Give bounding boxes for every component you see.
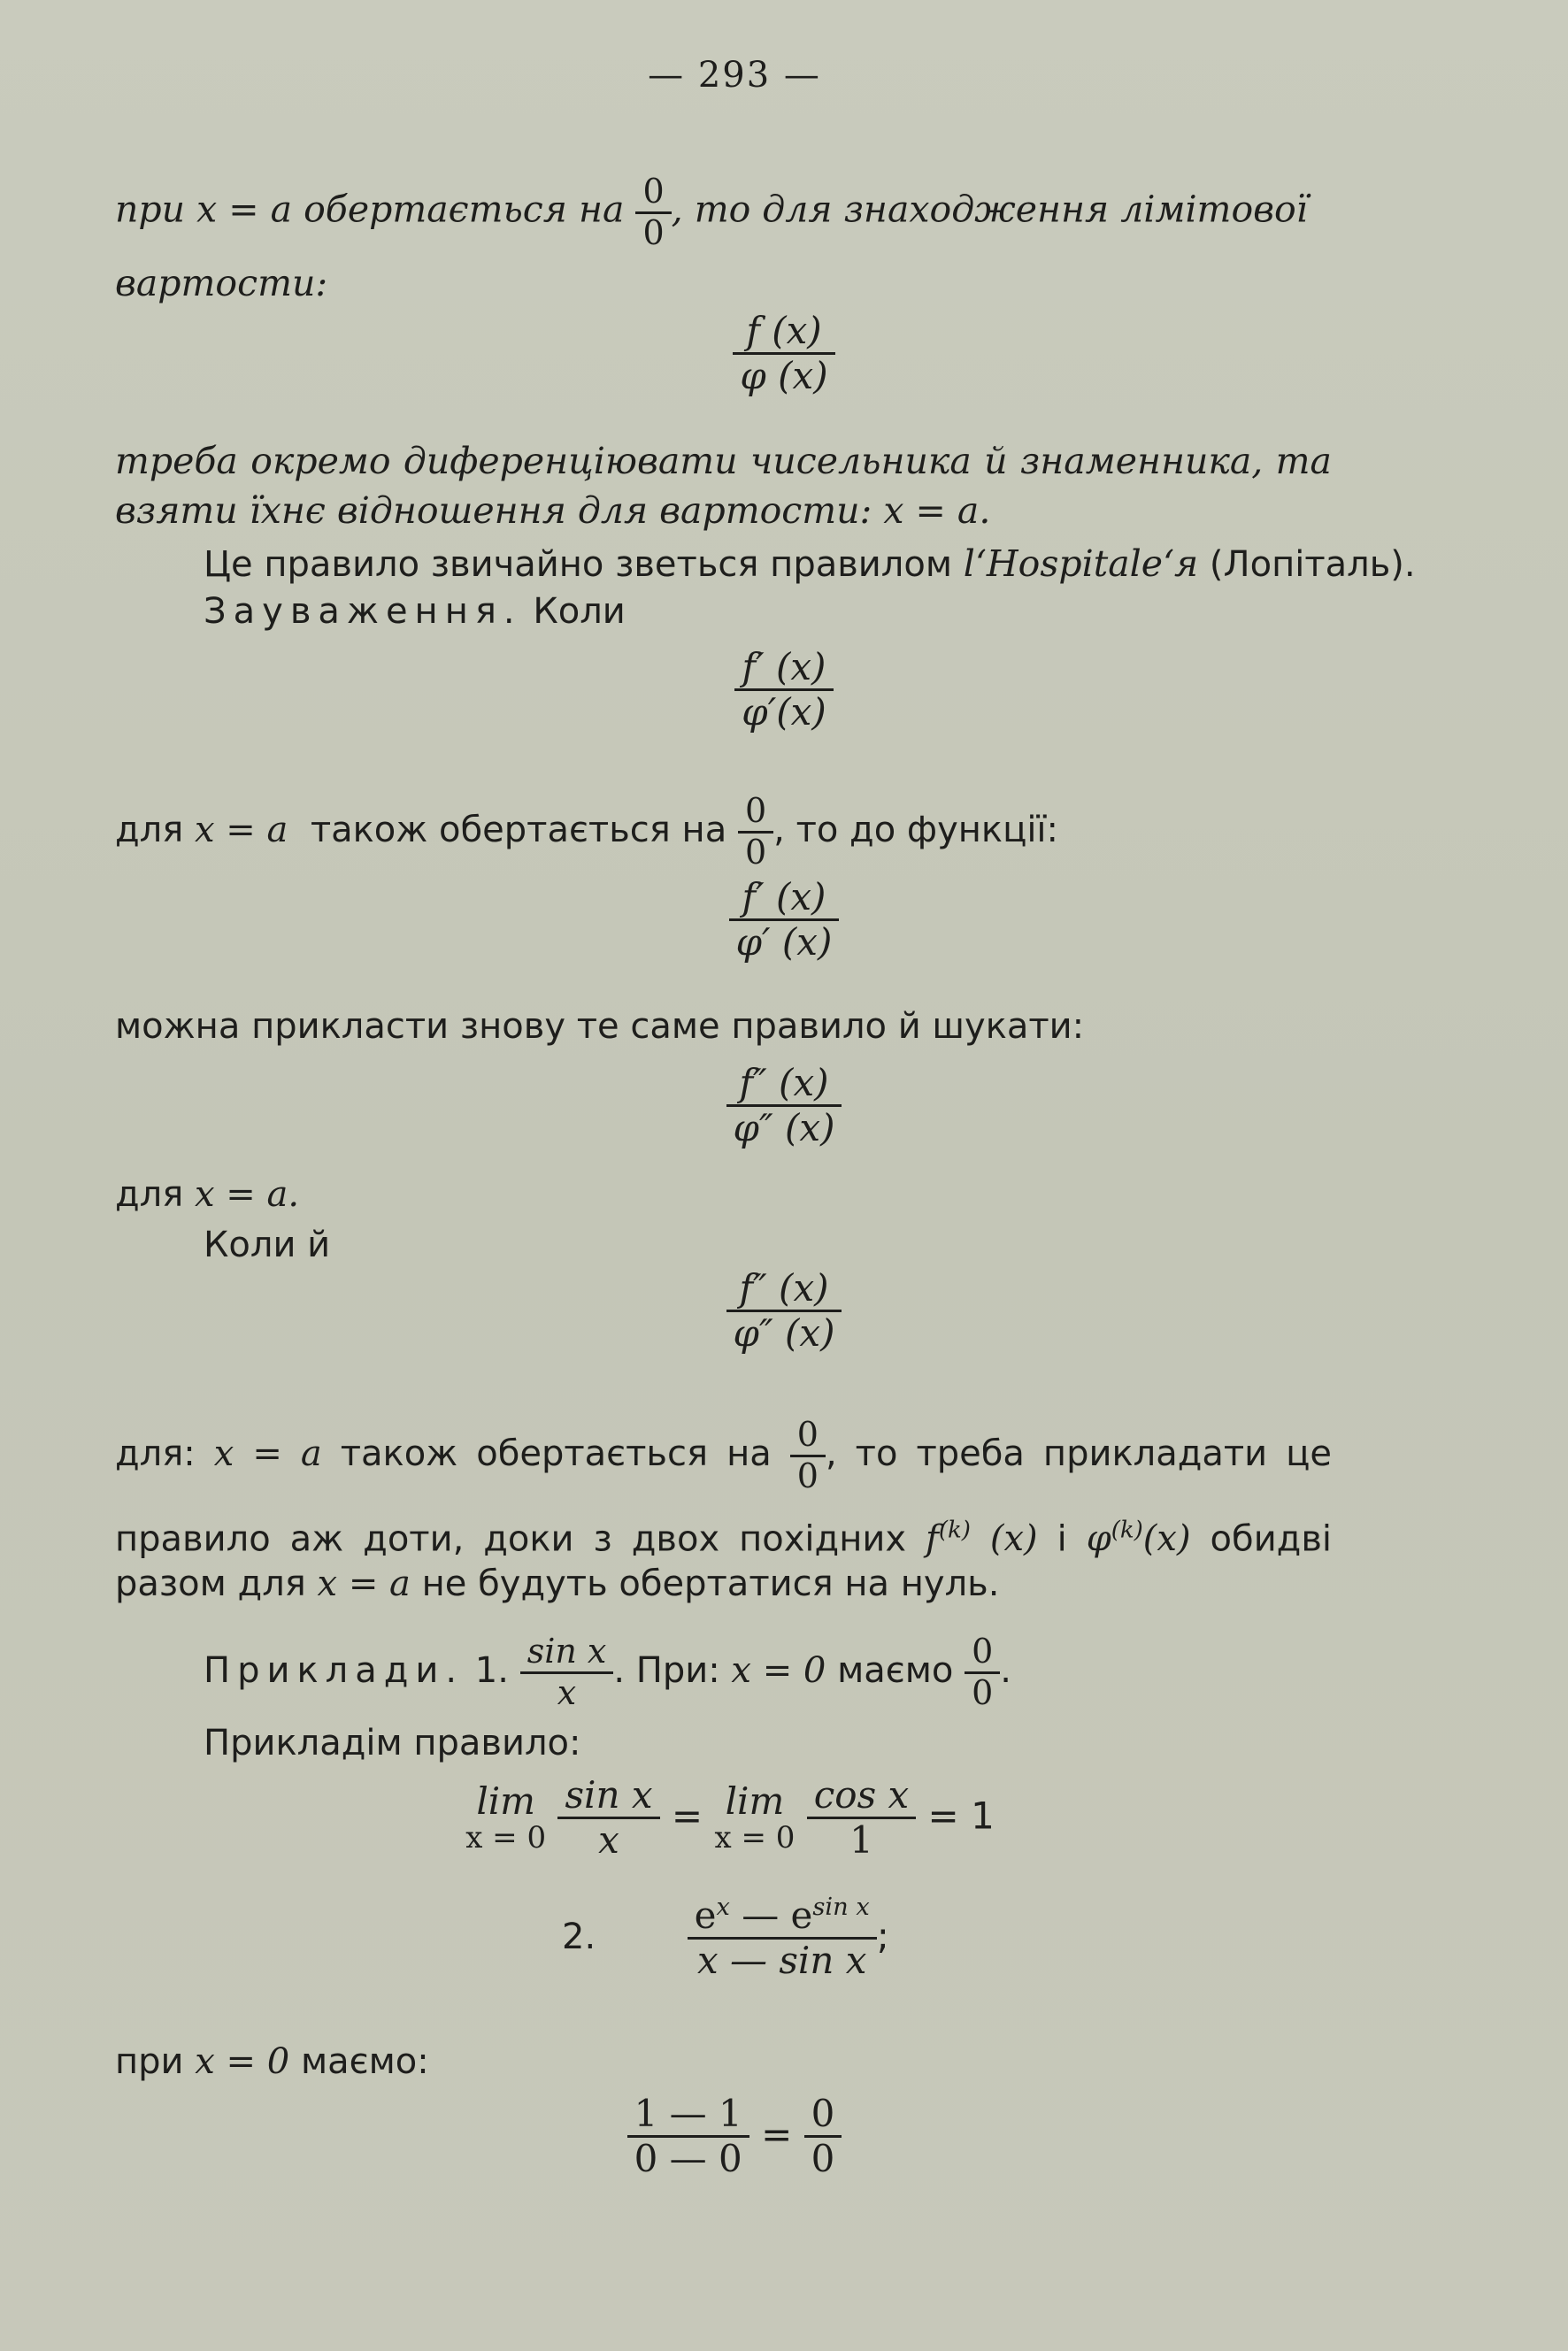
- exponent: sin x: [812, 1894, 870, 1921]
- paragraph-8: [115, 1416, 1332, 1495]
- equals-one: = 1: [927, 1794, 995, 1838]
- fraction-numerator: f′ (x): [734, 646, 833, 691]
- lim-operator: lim: [725, 1779, 785, 1823]
- remark-label: Зауваження.: [204, 591, 522, 632]
- fraction: [557, 1774, 659, 1863]
- text: і: [1057, 1518, 1067, 1560]
- text: . При:: [613, 1650, 720, 1692]
- text: маємо: [837, 1650, 954, 1692]
- fraction-numerator: sin x: [520, 1633, 614, 1674]
- fraction-numerator: 0: [804, 2093, 842, 2138]
- paragraph-1-line-2: вартости:: [115, 262, 328, 304]
- text: , то до функції:: [773, 810, 1059, 851]
- fraction-denominator: φ″ (x): [733, 1106, 835, 1150]
- zero-over-zero-fraction: [965, 1633, 1000, 1712]
- f-symbol: f: [926, 1518, 939, 1560]
- condition: x = a: [213, 1433, 322, 1475]
- fraction-numerator: f′ (x): [729, 876, 840, 921]
- minus-e: — e: [729, 1894, 813, 1937]
- fraction: [729, 876, 840, 964]
- argument: (x): [989, 1518, 1038, 1560]
- limit-equation: [0, 1774, 1460, 1863]
- argument: (x): [1142, 1518, 1191, 1560]
- semicolon: ;: [876, 1913, 889, 1957]
- sin-x-over-x: [520, 1633, 614, 1712]
- fraction-denominator: x: [598, 1818, 619, 1863]
- fraction: [733, 310, 834, 398]
- formula-f-double-prime: [0, 1062, 1568, 1150]
- zero-over-zero-fraction: [635, 173, 671, 252]
- text: не будуть обертатися на нуль.: [421, 1563, 1000, 1604]
- fraction-denominator: 0: [796, 1456, 819, 1495]
- text: Коли: [533, 591, 626, 632]
- paragraph-6: [115, 1172, 1332, 1217]
- fraction-denominator: x — sin x: [696, 1939, 867, 1983]
- fraction: [726, 1062, 842, 1150]
- fraction-numerator: f″ (x): [726, 1062, 842, 1107]
- zero-over-zero-fraction: [790, 1416, 826, 1495]
- condition: x = 0: [731, 1650, 826, 1692]
- fraction-denominator: φ′(x): [742, 690, 826, 734]
- paragraph-11: Прикладім правило:: [204, 1723, 581, 1763]
- paragraph-5: можна прикласти знову те саме правило й шукати:: [115, 1006, 1085, 1047]
- superscript-k: (k): [938, 1517, 971, 1544]
- condition: x = a: [317, 1563, 411, 1604]
- fraction-numerator: f″ (x): [726, 1267, 842, 1312]
- paragraph-12: [115, 2040, 1332, 2084]
- fraction-denominator: φ (x): [740, 354, 828, 398]
- text: при: [115, 2041, 184, 2082]
- text: для: [115, 1174, 184, 1215]
- paragraph-9: [115, 1509, 1332, 1561]
- lim-operator: lim: [476, 1779, 536, 1823]
- fraction-denominator: x: [557, 1672, 577, 1712]
- condition: x = a: [195, 810, 288, 851]
- fraction: [627, 2093, 749, 2181]
- fraction-denominator: 0 — 0: [634, 2137, 742, 2181]
- text: разом для: [115, 1563, 306, 1604]
- fraction-denominator: 0: [642, 212, 665, 252]
- text: маємо:: [300, 2041, 429, 2082]
- fraction-denominator: 1: [849, 1818, 873, 1863]
- text: , то для знаходження лімітової: [671, 188, 1308, 231]
- formula-f-double-prime-2: [0, 1267, 1568, 1356]
- fraction-numerator: sin x: [557, 1774, 659, 1819]
- equals-sign: =: [671, 1794, 703, 1838]
- example-number: 2.: [562, 1916, 596, 1957]
- zero-over-zero-fraction: [738, 792, 773, 872]
- paragraph-10: [115, 1562, 1332, 1606]
- exponent: x: [716, 1894, 730, 1921]
- remark-line: [204, 589, 1420, 634]
- fraction-denominator: φ″ (x): [733, 1311, 835, 1356]
- f-k-derivative: [926, 1518, 1038, 1559]
- paragraph-7: Коли й: [204, 1225, 331, 1265]
- fraction-numerator: [688, 1894, 877, 1940]
- phi-k-derivative: [1087, 1518, 1191, 1559]
- fraction-denominator: 0: [811, 2137, 835, 2181]
- formula-f-prime-over-phi-prime: [0, 646, 1568, 734]
- text: обидві: [1210, 1518, 1333, 1560]
- paragraph-4: [115, 792, 1332, 872]
- fraction-numerator: cos x: [807, 1774, 916, 1819]
- e-symbol: e: [694, 1894, 717, 1937]
- example-2: [0, 1894, 1451, 1983]
- example-number: 1.: [474, 1650, 509, 1692]
- lim-subscript: x = 0: [465, 1820, 547, 1856]
- paragraph-2-line-1: треба окремо диференціювати чисельника й знаменника, та: [115, 440, 1332, 482]
- page-number: — 293 —: [648, 55, 821, 96]
- fraction-numerator: 1 — 1: [627, 2093, 749, 2138]
- fraction-numerator: 0: [790, 1416, 826, 1457]
- exp-fraction: [688, 1894, 877, 1983]
- fraction-numerator: f (x): [733, 310, 834, 355]
- fraction-numerator: 0: [738, 792, 773, 834]
- text: , то треба прикладати це: [825, 1433, 1333, 1475]
- paragraph-1-line-1: [115, 173, 1332, 252]
- paragraph-2-line-2: взяти їхнє відношення для вартости: x = a.: [115, 489, 991, 532]
- text: при x = a обертається на: [115, 188, 625, 231]
- text: правило аж доти, доки з двох похідних: [115, 1518, 907, 1560]
- fraction-numerator: 0: [635, 173, 671, 214]
- formula-one-minus-one: [0, 2093, 1469, 2181]
- examples-label: Приклади.: [204, 1650, 465, 1692]
- example-1: [204, 1633, 1420, 1712]
- limit-1: [465, 1781, 546, 1855]
- formula-f-over-phi: [0, 310, 1568, 398]
- superscript-k: (k): [1111, 1517, 1143, 1544]
- equals-sign: =: [761, 2112, 793, 2156]
- paragraph-3: [204, 542, 1416, 587]
- fraction-numerator: 0: [965, 1633, 1000, 1674]
- text: для: [115, 810, 184, 851]
- fraction-denominator: φ′ (x): [735, 920, 833, 964]
- fraction: [726, 1267, 842, 1356]
- formula-f-prime-over-phi-prime-2: [0, 876, 1568, 964]
- fraction: [807, 1774, 916, 1863]
- phi-symbol: φ: [1086, 1518, 1111, 1560]
- condition: x = a.: [195, 1174, 300, 1215]
- text: (Лопіталь).: [1209, 544, 1416, 585]
- lim-subscript: x = 0: [714, 1820, 796, 1856]
- limit-2: [714, 1781, 795, 1855]
- hospital-name: l‘Hospitale‘я: [963, 542, 1199, 585]
- fraction: [734, 646, 833, 734]
- text: Це правило звичайно зветься правилом: [204, 544, 953, 585]
- fraction: [804, 2093, 842, 2181]
- fraction-denominator: 0: [744, 832, 767, 872]
- condition: x = 0: [195, 2041, 290, 2082]
- text: також обертається на: [310, 810, 727, 851]
- text: також обертається на: [340, 1433, 772, 1475]
- text: для:: [115, 1433, 196, 1475]
- fraction-denominator: 0: [972, 1672, 994, 1712]
- text: .: [1000, 1650, 1012, 1692]
